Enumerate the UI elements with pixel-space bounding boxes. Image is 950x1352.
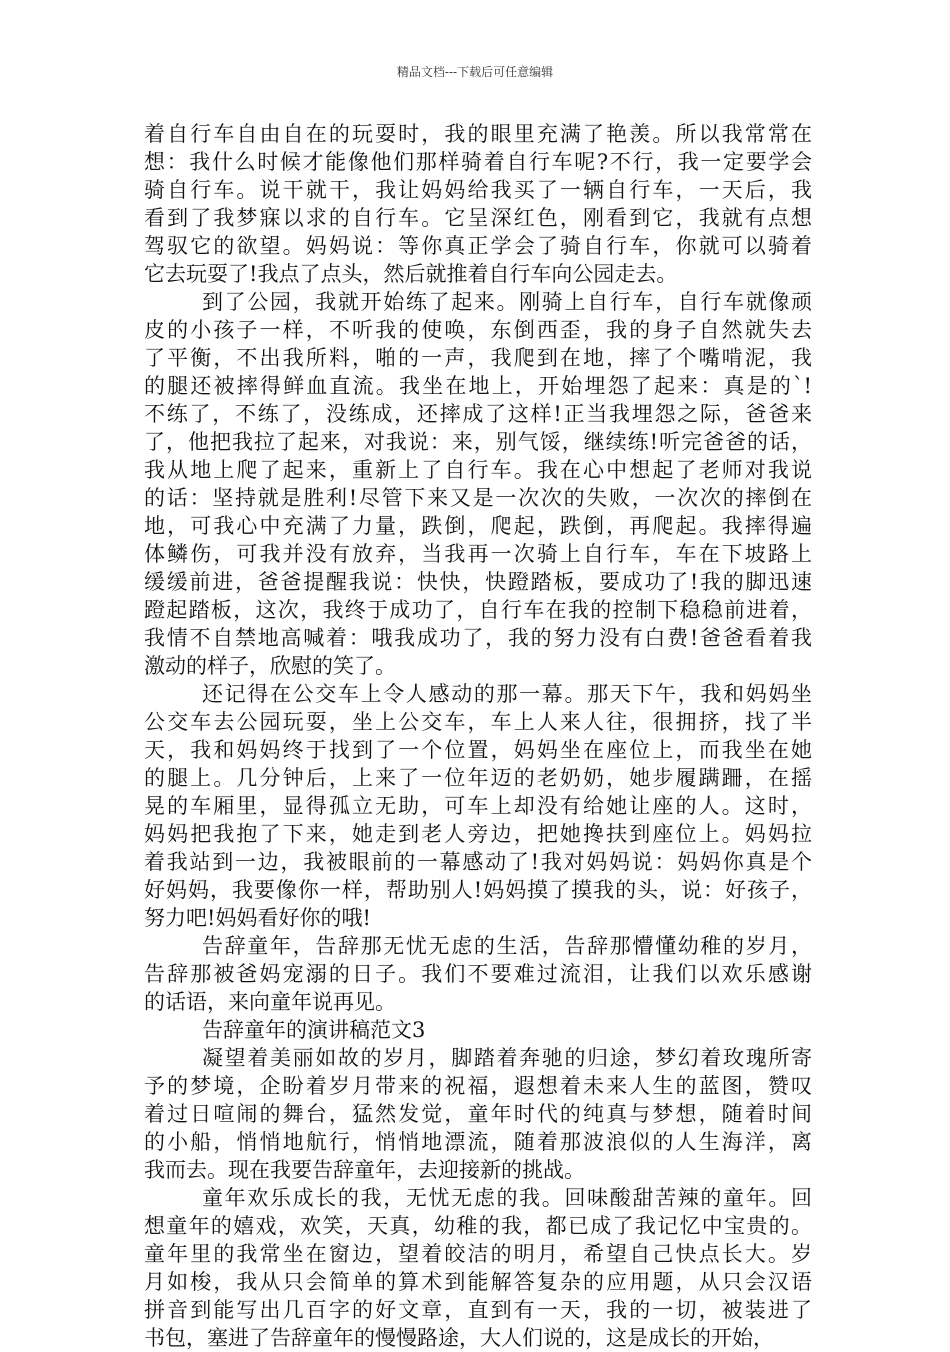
text-line: 皮的小孩子一样，不听我的使唤，东倒西歪，我的身子自然就失去 xyxy=(144,318,812,342)
text-line: 着过日喧闹的舞台，猛然发觉，童年时代的纯真与梦想，随着时间 xyxy=(144,1102,812,1126)
paragraph xyxy=(144,288,812,680)
text-line: 的腿还被摔得鲜血直流。我坐在地上，开始埋怨了起来：真是的`! xyxy=(144,374,812,398)
document-body xyxy=(144,120,812,1352)
text-line: 告辞那被爸妈宠溺的日子。我们不要难过流泪，让我们以欢乐感谢 xyxy=(144,962,812,986)
text-line: 它去玩耍了!我点了点头，然后就推着自行车向公园走去。 xyxy=(144,262,678,286)
page-header: 精品文档---下载后可任意编辑 xyxy=(396,65,554,79)
text-line: 驾驭它的欲望。妈妈说：等你真正学会了骑自行车，你就可以骑着 xyxy=(144,234,812,258)
text-line: 体鳞伤，可我并没有放弃，当我再一次骑上自行车，车在下坡路上 xyxy=(144,542,812,566)
paragraph xyxy=(144,1016,812,1044)
text-line: 告辞童年的演讲稿范文3 xyxy=(202,1018,426,1042)
text-line: 着自行车自由自在的玩耍时，我的眼里充满了艳羡。所以我常常在 xyxy=(144,122,812,146)
text-line: 好妈妈，我要像你一样，帮助别人!妈妈摸了摸我的头，说：好孩子， xyxy=(144,878,812,902)
text-line: 到了公园，我就开始练了起来。刚骑上自行车，自行车就像顽 xyxy=(202,290,812,314)
text-line: 我情不自禁地高喊着：哦我成功了，我的努力没有白费!爸爸看着我 xyxy=(144,626,812,650)
text-line: 看到了我梦寐以求的自行车。它呈深红色，刚看到它，我就有点想 xyxy=(144,206,812,230)
text-line: 的腿上。几分钟后，上来了一位年迈的老奶奶，她步履蹒跚，在摇 xyxy=(144,766,812,790)
text-line: 缓缓前进，爸爸提醒我说：快快，快蹬踏板，要成功了!我的脚迅速 xyxy=(144,570,812,594)
text-line: 想：我什么时候才能像他们那样骑着自行车呢?不行，我一定要学会 xyxy=(144,150,812,174)
text-line: 着我站到一边，我被眼前的一幕感动了!我对妈妈说：妈妈你真是个 xyxy=(144,850,812,874)
text-line: 妈妈把我抱了下来，她走到老人旁边，把她搀扶到座位上。妈妈拉 xyxy=(144,822,812,846)
text-line: 天，我和妈妈终于找到了一个位置，妈妈坐在座位上，而我坐在她 xyxy=(144,738,812,762)
text-line: 骑自行车。说干就干，我让妈妈给我买了一辆自行车，一天后，我 xyxy=(144,178,812,202)
text-line: 激动的样子，欣慰的笑了。 xyxy=(144,654,396,678)
paragraph xyxy=(144,1044,812,1184)
text-line: 晃的车厢里，显得孤立无助，可车上却没有给她让座的人。这时， xyxy=(144,794,812,818)
text-line: 予的梦境，企盼着岁月带来的祝福，遐想着未来人生的蓝图，赞叹 xyxy=(144,1074,812,1098)
text-line: 我而去。现在我要告辞童年，去迎接新的挑战。 xyxy=(144,1158,585,1182)
text-line: 告辞童年，告辞那无忧无虑的生活，告辞那懵懂幼稚的岁月， xyxy=(202,934,812,958)
text-line: 蹬起踏板，这次，我终于成功了，自行车在我的控制下稳稳前进着， xyxy=(144,598,812,622)
text-line: 我从地上爬了起来，重新上了自行车。我在心中想起了老师对我说 xyxy=(144,458,812,482)
text-line: 拼音到能写出几百字的好文章，直到有一天，我的一切，被装进了 xyxy=(144,1298,812,1322)
text-line: 公交车去公园玩耍，坐上公交车，车上人来人往，很拥挤，找了半 xyxy=(144,710,812,734)
paragraph xyxy=(144,120,812,288)
paragraph xyxy=(144,680,812,932)
paragraph xyxy=(144,1184,812,1352)
text-line: 童年里的我常坐在窗边，望着皎洁的明月，希望自己快点长大。岁 xyxy=(144,1242,812,1266)
text-line: 努力吧!妈妈看好你的哦! xyxy=(144,906,371,930)
text-line: 地，可我心中充满了力量，跌倒，爬起，跌倒，再爬起。我摔得遍 xyxy=(144,514,812,538)
text-line: 的话语，来向童年说再见。 xyxy=(144,990,396,1014)
text-line: 不练了，不练了，没练成，还摔成了这样!正当我埋怨之际，爸爸来 xyxy=(144,402,812,426)
text-line: 还记得在公交车上令人感动的那一幕。那天下午，我和妈妈坐 xyxy=(202,682,812,706)
text-line: 童年欢乐成长的我，无忧无虑的我。回味酸甜苦辣的童年。回 xyxy=(202,1186,812,1210)
text-line: 了，他把我拉了起来，对我说：来，别气馁，继续练!听完爸爸的话， xyxy=(144,430,812,454)
text-line: 月如梭，我从只会简单的算术到能解答复杂的应用题，从只会汉语 xyxy=(144,1270,812,1294)
text-line: 凝望着美丽如故的岁月，脚踏着奔驰的归途，梦幻着玫瑰所寄 xyxy=(202,1046,812,1070)
paragraph xyxy=(144,932,812,1016)
text-line: 书包，塞进了告辞童年的慢慢路途，大人们说的，这是成长的开始， xyxy=(144,1326,774,1350)
text-line: 了平衡，不出我所料，啪的一声，我爬到在地，摔了个嘴啃泥，我 xyxy=(144,346,812,370)
text-line: 的话：坚持就是胜利!尽管下来又是一次次的失败，一次次的摔倒在 xyxy=(144,486,812,510)
text-line: 想童年的嬉戏，欢笑，天真，幼稚的我，都已成了我记忆中宝贵的。 xyxy=(144,1214,812,1238)
text-line: 的小船，悄悄地航行，悄悄地漂流，随着那波浪似的人生海洋，离 xyxy=(144,1130,812,1154)
